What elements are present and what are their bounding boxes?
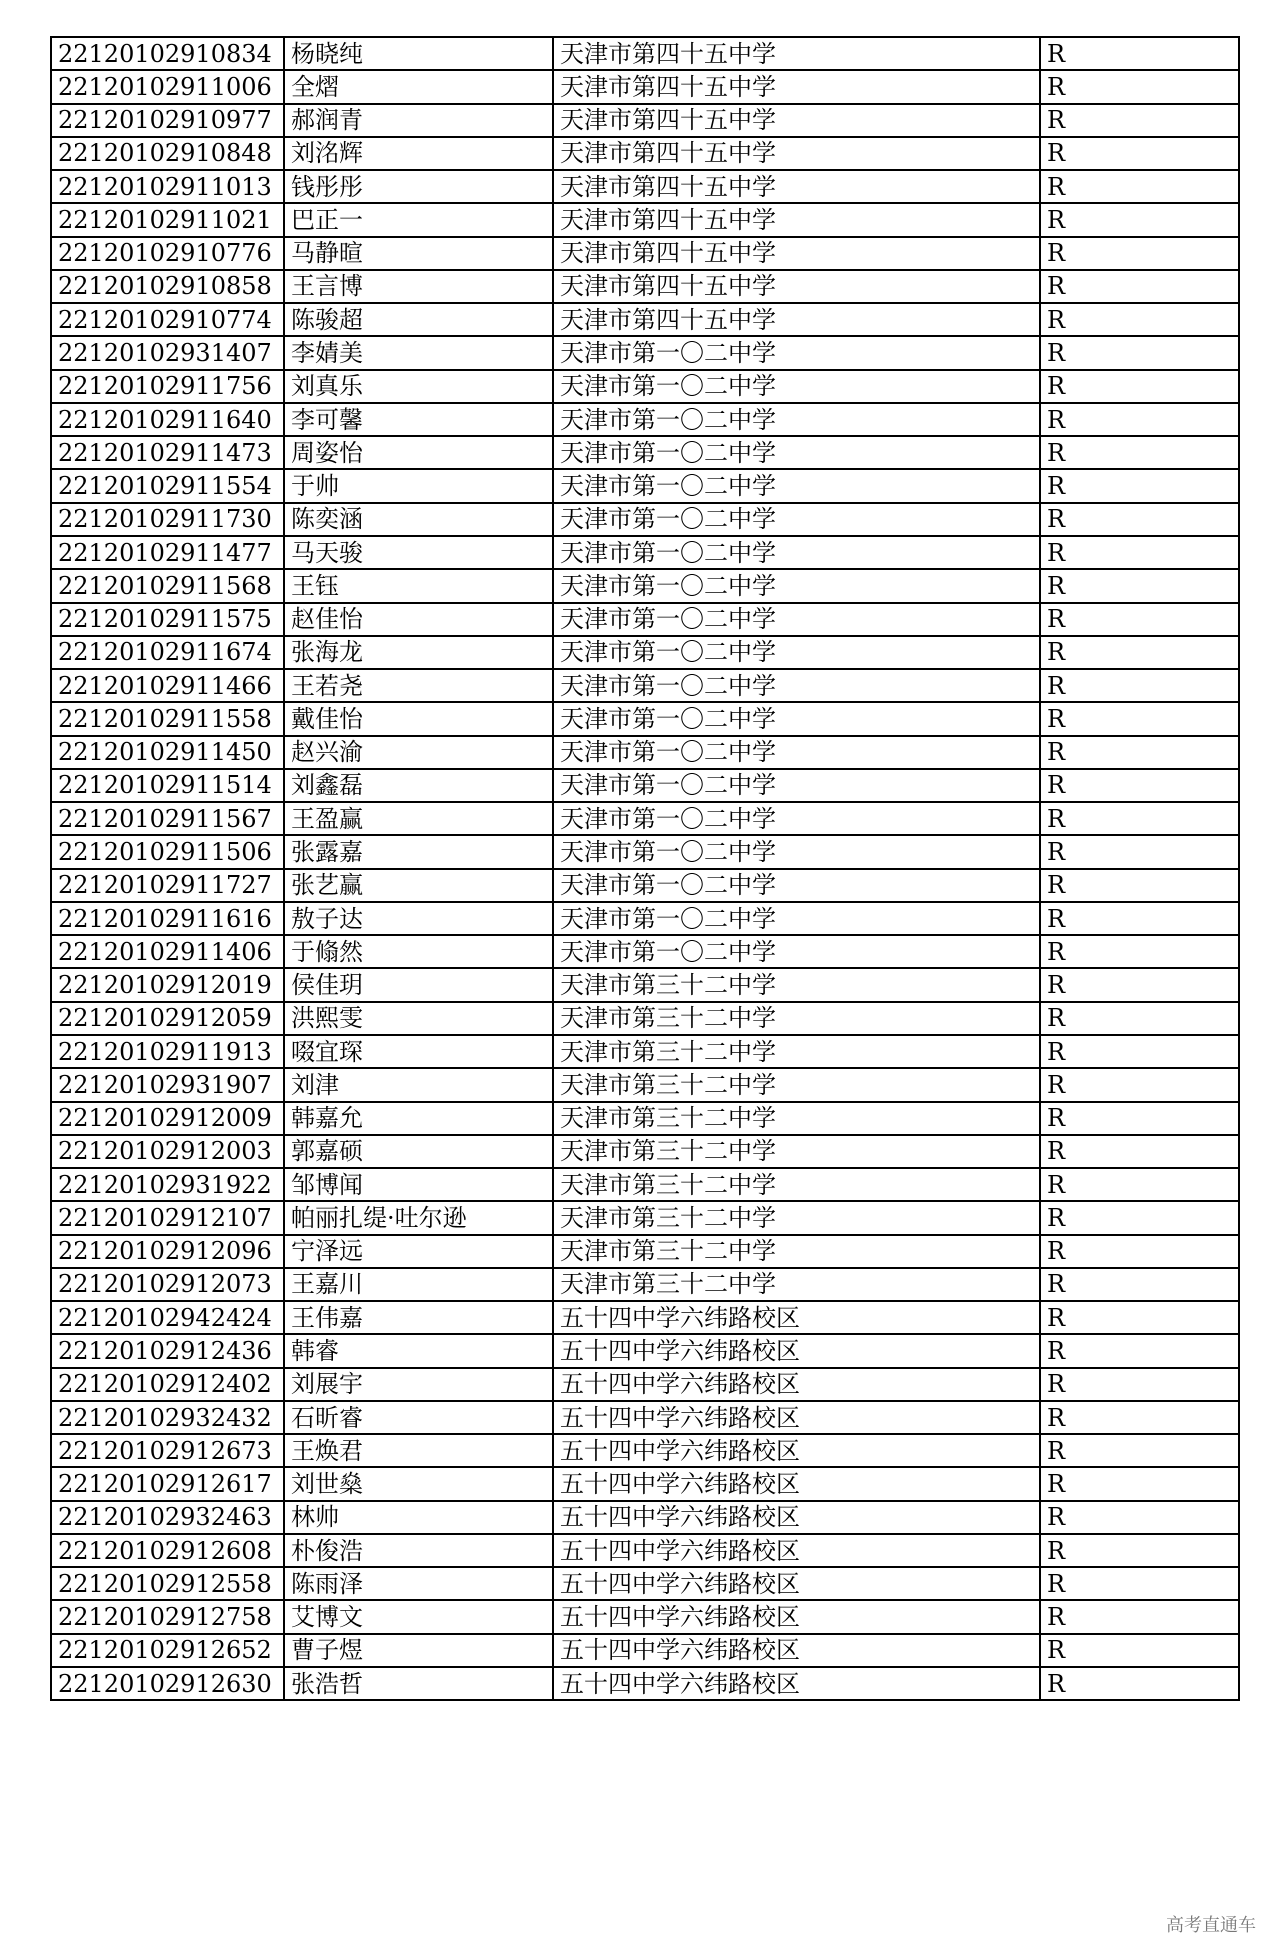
- flag-cell: R: [1040, 436, 1239, 469]
- student-name-cell: 啜宜琛: [284, 1035, 553, 1068]
- flag-cell: R: [1040, 536, 1239, 569]
- flag-cell: R: [1040, 1235, 1239, 1268]
- flag-cell: R: [1040, 303, 1239, 336]
- student-name-cell: 王盈赢: [284, 802, 553, 835]
- school-cell: 天津市第三十二中学: [553, 1268, 1040, 1301]
- school-cell: 天津市第四十五中学: [553, 203, 1040, 236]
- school-cell: 五十四中学六纬路校区: [553, 1534, 1040, 1567]
- school-cell: 天津市第四十五中学: [553, 137, 1040, 170]
- student-name-cell: 周姿怡: [284, 436, 553, 469]
- flag-cell: R: [1040, 1268, 1239, 1301]
- student-name-cell: 王嘉川: [284, 1268, 553, 1301]
- student-name-cell: 邹博闻: [284, 1168, 553, 1201]
- exam-id-cell: 22120102912673: [51, 1434, 284, 1467]
- school-cell: 天津市第三十二中学: [553, 1002, 1040, 1035]
- flag-cell: R: [1040, 736, 1239, 769]
- exam-id-cell: 22120102911913: [51, 1035, 284, 1068]
- table-row: [51, 1135, 1239, 1168]
- exam-id-cell: 22120102912019: [51, 968, 284, 1001]
- school-cell: 天津市第三十二中学: [553, 1201, 1040, 1234]
- table-row: [51, 1600, 1239, 1633]
- flag-cell: R: [1040, 1301, 1239, 1334]
- table-row: [51, 203, 1239, 236]
- school-cell: 五十四中学六纬路校区: [553, 1667, 1040, 1700]
- table-row: [51, 869, 1239, 902]
- school-cell: 天津市第一〇二中学: [553, 636, 1040, 669]
- school-cell: 五十四中学六纬路校区: [553, 1501, 1040, 1534]
- flag-cell: R: [1040, 336, 1239, 369]
- school-cell: 天津市第四十五中学: [553, 170, 1040, 203]
- student-name-cell: 马静暄: [284, 237, 553, 270]
- student-name-cell: 李可馨: [284, 403, 553, 436]
- exam-id-cell: 22120102911730: [51, 503, 284, 536]
- student-name-cell: 于翛然: [284, 935, 553, 968]
- exam-id-cell: 22120102912009: [51, 1102, 284, 1135]
- flag-cell: R: [1040, 1401, 1239, 1434]
- exam-id-cell: 22120102911554: [51, 469, 284, 502]
- flag-cell: R: [1040, 1168, 1239, 1201]
- student-name-cell: 王言博: [284, 270, 553, 303]
- student-name-cell: 王伟嘉: [284, 1301, 553, 1334]
- school-cell: 五十四中学六纬路校区: [553, 1401, 1040, 1434]
- student-name-cell: 赵兴渝: [284, 736, 553, 769]
- flag-cell: R: [1040, 968, 1239, 1001]
- school-cell: 天津市第三十二中学: [553, 1068, 1040, 1101]
- school-cell: 天津市第三十二中学: [553, 1135, 1040, 1168]
- flag-cell: R: [1040, 1634, 1239, 1667]
- flag-cell: R: [1040, 104, 1239, 137]
- flag-cell: R: [1040, 1135, 1239, 1168]
- table-row: [51, 935, 1239, 968]
- student-name-cell: 张海龙: [284, 636, 553, 669]
- school-cell: 天津市第四十五中学: [553, 237, 1040, 270]
- table-row: [51, 1102, 1239, 1135]
- table-row: [51, 104, 1239, 137]
- table-row: [51, 636, 1239, 669]
- student-name-cell: 杨晓纯: [284, 37, 553, 70]
- flag-cell: R: [1040, 802, 1239, 835]
- student-name-cell: 李婧美: [284, 336, 553, 369]
- student-name-cell: 朴俊浩: [284, 1534, 553, 1567]
- exam-id-cell: 22120102931407: [51, 336, 284, 369]
- table-row: [51, 536, 1239, 569]
- exam-id-cell: 22120102911013: [51, 170, 284, 203]
- exam-id-cell: 22120102911514: [51, 769, 284, 802]
- roster-body: [51, 37, 1239, 1700]
- exam-id-cell: 22120102912003: [51, 1135, 284, 1168]
- exam-id-cell: 22120102931922: [51, 1168, 284, 1201]
- flag-cell: R: [1040, 669, 1239, 702]
- exam-id-cell: 22120102910776: [51, 237, 284, 270]
- table-row: [51, 70, 1239, 103]
- student-name-cell: 韩嘉允: [284, 1102, 553, 1135]
- exam-id-cell: 22120102911477: [51, 536, 284, 569]
- table-row: [51, 1467, 1239, 1500]
- table-row: [51, 1168, 1239, 1201]
- flag-cell: R: [1040, 37, 1239, 70]
- school-cell: 天津市第一〇二中学: [553, 370, 1040, 403]
- flag-cell: R: [1040, 1467, 1239, 1500]
- exam-id-cell: 22120102911506: [51, 835, 284, 868]
- table-row: [51, 303, 1239, 336]
- flag-cell: R: [1040, 1667, 1239, 1700]
- school-cell: 五十四中学六纬路校区: [553, 1467, 1040, 1500]
- student-name-cell: 刘真乐: [284, 370, 553, 403]
- school-cell: 天津市第三十二中学: [553, 968, 1040, 1001]
- exam-id-cell: 22120102911727: [51, 869, 284, 902]
- table-row: [51, 1567, 1239, 1600]
- flag-cell: R: [1040, 1102, 1239, 1135]
- student-name-cell: 刘世燊: [284, 1467, 553, 1500]
- flag-cell: R: [1040, 902, 1239, 935]
- school-cell: 天津市第四十五中学: [553, 303, 1040, 336]
- student-name-cell: 王钰: [284, 569, 553, 602]
- exam-id-cell: 22120102911756: [51, 370, 284, 403]
- watermark-text: 高考直通车: [1166, 1915, 1256, 1936]
- table-row: [51, 469, 1239, 502]
- table-row: [51, 603, 1239, 636]
- exam-id-cell: 22120102912096: [51, 1235, 284, 1268]
- student-name-cell: 赵佳怡: [284, 603, 553, 636]
- flag-cell: R: [1040, 1434, 1239, 1467]
- school-cell: 五十四中学六纬路校区: [553, 1600, 1040, 1633]
- school-cell: 天津市第三十二中学: [553, 1035, 1040, 1068]
- exam-id-cell: 22120102932432: [51, 1401, 284, 1434]
- flag-cell: R: [1040, 1201, 1239, 1234]
- student-name-cell: 帕丽扎缇·吐尔逊: [284, 1201, 553, 1234]
- flag-cell: R: [1040, 469, 1239, 502]
- exam-id-cell: 22120102912558: [51, 1567, 284, 1600]
- flag-cell: R: [1040, 935, 1239, 968]
- flag-cell: R: [1040, 70, 1239, 103]
- exam-id-cell: 22120102911466: [51, 669, 284, 702]
- flag-cell: R: [1040, 569, 1239, 602]
- table-row: [51, 569, 1239, 602]
- school-cell: 天津市第三十二中学: [553, 1168, 1040, 1201]
- school-cell: 天津市第一〇二中学: [553, 835, 1040, 868]
- school-cell: 天津市第一〇二中学: [553, 603, 1040, 636]
- flag-cell: R: [1040, 203, 1239, 236]
- student-name-cell: 艾博文: [284, 1600, 553, 1633]
- table-row: [51, 835, 1239, 868]
- flag-cell: R: [1040, 503, 1239, 536]
- school-cell: 天津市第一〇二中学: [553, 403, 1040, 436]
- exam-id-cell: 22120102911021: [51, 203, 284, 236]
- exam-id-cell: 22120102911406: [51, 935, 284, 968]
- student-name-cell: 郭嘉硕: [284, 1135, 553, 1168]
- table-row: [51, 1334, 1239, 1367]
- school-cell: 五十四中学六纬路校区: [553, 1368, 1040, 1401]
- flag-cell: R: [1040, 170, 1239, 203]
- student-name-cell: 陈奕涵: [284, 503, 553, 536]
- student-name-cell: 张浩哲: [284, 1667, 553, 1700]
- school-cell: 天津市第四十五中学: [553, 70, 1040, 103]
- table-row: [51, 1401, 1239, 1434]
- flag-cell: R: [1040, 869, 1239, 902]
- student-name-cell: 侯佳玥: [284, 968, 553, 1001]
- school-cell: 天津市第四十五中学: [553, 37, 1040, 70]
- flag-cell: R: [1040, 769, 1239, 802]
- exam-id-cell: 22120102932463: [51, 1501, 284, 1534]
- table-row: [51, 1235, 1239, 1268]
- exam-id-cell: 22120102911674: [51, 636, 284, 669]
- flag-cell: R: [1040, 1600, 1239, 1633]
- student-name-cell: 韩睿: [284, 1334, 553, 1367]
- school-cell: 五十四中学六纬路校区: [553, 1634, 1040, 1667]
- table-row: [51, 702, 1239, 735]
- exam-id-cell: 22120102911006: [51, 70, 284, 103]
- flag-cell: R: [1040, 1501, 1239, 1534]
- table-row: [51, 968, 1239, 1001]
- student-name-cell: 宁泽远: [284, 1235, 553, 1268]
- school-cell: 天津市第一〇二中学: [553, 436, 1040, 469]
- table-row: [51, 370, 1239, 403]
- exam-id-cell: 22120102912107: [51, 1201, 284, 1234]
- student-name-cell: 马天骏: [284, 536, 553, 569]
- student-name-cell: 全熠: [284, 70, 553, 103]
- table-row: [51, 802, 1239, 835]
- table-row: [51, 170, 1239, 203]
- flag-cell: R: [1040, 370, 1239, 403]
- flag-cell: R: [1040, 1035, 1239, 1068]
- table-row: [51, 902, 1239, 935]
- school-cell: 五十四中学六纬路校区: [553, 1567, 1040, 1600]
- exam-id-cell: 22120102912758: [51, 1600, 284, 1633]
- student-name-cell: 戴佳怡: [284, 702, 553, 735]
- table-row: [51, 37, 1239, 70]
- exam-id-cell: 22120102911450: [51, 736, 284, 769]
- school-cell: 天津市第一〇二中学: [553, 569, 1040, 602]
- flag-cell: R: [1040, 137, 1239, 170]
- table-row: [51, 1667, 1239, 1700]
- table-row: [51, 769, 1239, 802]
- school-cell: 天津市第一〇二中学: [553, 902, 1040, 935]
- school-cell: 天津市第四十五中学: [553, 104, 1040, 137]
- exam-id-cell: 22120102912436: [51, 1334, 284, 1367]
- student-name-cell: 刘洺辉: [284, 137, 553, 170]
- flag-cell: R: [1040, 835, 1239, 868]
- table-row: [51, 1201, 1239, 1234]
- school-cell: 天津市第一〇二中学: [553, 702, 1040, 735]
- school-cell: 天津市第三十二中学: [553, 1102, 1040, 1135]
- exam-id-cell: 22120102911575: [51, 603, 284, 636]
- table-row: [51, 503, 1239, 536]
- school-cell: 天津市第一〇二中学: [553, 503, 1040, 536]
- flag-cell: R: [1040, 270, 1239, 303]
- table-row: [51, 1634, 1239, 1667]
- student-name-cell: 王焕君: [284, 1434, 553, 1467]
- school-cell: 天津市第一〇二中学: [553, 736, 1040, 769]
- table-row: [51, 1002, 1239, 1035]
- student-name-cell: 刘鑫磊: [284, 769, 553, 802]
- student-name-cell: 钱彤彤: [284, 170, 553, 203]
- exam-id-cell: 22120102912402: [51, 1368, 284, 1401]
- flag-cell: R: [1040, 1534, 1239, 1567]
- school-cell: 天津市第一〇二中学: [553, 336, 1040, 369]
- table-row: [51, 1434, 1239, 1467]
- table-row: [51, 1268, 1239, 1301]
- table-row: [51, 1368, 1239, 1401]
- student-name-cell: 张艺赢: [284, 869, 553, 902]
- exam-id-cell: 22120102911568: [51, 569, 284, 602]
- exam-id-cell: 22120102910977: [51, 104, 284, 137]
- school-cell: 天津市第一〇二中学: [553, 469, 1040, 502]
- table-row: [51, 1035, 1239, 1068]
- table-row: [51, 336, 1239, 369]
- table-row: [51, 237, 1239, 270]
- flag-cell: R: [1040, 636, 1239, 669]
- exam-id-cell: 22120102912630: [51, 1667, 284, 1700]
- exam-id-cell: 22120102910774: [51, 303, 284, 336]
- student-name-cell: 刘津: [284, 1068, 553, 1101]
- school-cell: 天津市第一〇二中学: [553, 669, 1040, 702]
- flag-cell: R: [1040, 603, 1239, 636]
- exam-id-cell: 22120102912617: [51, 1467, 284, 1500]
- table-row: [51, 270, 1239, 303]
- table-row: [51, 1534, 1239, 1567]
- school-cell: 天津市第四十五中学: [553, 270, 1040, 303]
- flag-cell: R: [1040, 1368, 1239, 1401]
- student-name-cell: 洪熙雯: [284, 1002, 553, 1035]
- exam-id-cell: 22120102910848: [51, 137, 284, 170]
- table-row: [51, 436, 1239, 469]
- exam-id-cell: 22120102910858: [51, 270, 284, 303]
- table-row: [51, 137, 1239, 170]
- school-cell: 天津市第一〇二中学: [553, 802, 1040, 835]
- student-name-cell: 敖子达: [284, 902, 553, 935]
- school-cell: 五十四中学六纬路校区: [553, 1334, 1040, 1367]
- roster-table: [50, 36, 1240, 1701]
- school-cell: 五十四中学六纬路校区: [553, 1301, 1040, 1334]
- flag-cell: R: [1040, 1334, 1239, 1367]
- exam-id-cell: 22120102942424: [51, 1301, 284, 1334]
- table-row: [51, 1301, 1239, 1334]
- table-row: [51, 736, 1239, 769]
- flag-cell: R: [1040, 1002, 1239, 1035]
- flag-cell: R: [1040, 403, 1239, 436]
- student-name-cell: 林帅: [284, 1501, 553, 1534]
- exam-id-cell: 22120102912652: [51, 1634, 284, 1667]
- flag-cell: R: [1040, 1068, 1239, 1101]
- student-name-cell: 于帅: [284, 469, 553, 502]
- exam-id-cell: 22120102911616: [51, 902, 284, 935]
- student-name-cell: 郝润青: [284, 104, 553, 137]
- student-name-cell: 张露嘉: [284, 835, 553, 868]
- student-name-cell: 陈雨泽: [284, 1567, 553, 1600]
- school-cell: 天津市第三十二中学: [553, 1235, 1040, 1268]
- student-name-cell: 王若尧: [284, 669, 553, 702]
- flag-cell: R: [1040, 1567, 1239, 1600]
- table-row: [51, 403, 1239, 436]
- exam-id-cell: 22120102911473: [51, 436, 284, 469]
- school-cell: 天津市第一〇二中学: [553, 935, 1040, 968]
- table-row: [51, 1501, 1239, 1534]
- exam-id-cell: 22120102911567: [51, 802, 284, 835]
- school-cell: 天津市第一〇二中学: [553, 536, 1040, 569]
- student-name-cell: 巴正一: [284, 203, 553, 236]
- exam-id-cell: 22120102912059: [51, 1002, 284, 1035]
- student-name-cell: 曹子煜: [284, 1634, 553, 1667]
- exam-id-cell: 22120102911558: [51, 702, 284, 735]
- school-cell: 天津市第一〇二中学: [553, 769, 1040, 802]
- exam-id-cell: 22120102910834: [51, 37, 284, 70]
- table-row: [51, 669, 1239, 702]
- exam-id-cell: 22120102931907: [51, 1068, 284, 1101]
- table-row: [51, 1068, 1239, 1101]
- flag-cell: R: [1040, 237, 1239, 270]
- exam-id-cell: 22120102912608: [51, 1534, 284, 1567]
- student-name-cell: 陈骏超: [284, 303, 553, 336]
- exam-id-cell: 22120102911640: [51, 403, 284, 436]
- exam-id-cell: 22120102912073: [51, 1268, 284, 1301]
- flag-cell: R: [1040, 702, 1239, 735]
- school-cell: 天津市第一〇二中学: [553, 869, 1040, 902]
- student-name-cell: 刘展宇: [284, 1368, 553, 1401]
- student-name-cell: 石昕睿: [284, 1401, 553, 1434]
- school-cell: 五十四中学六纬路校区: [553, 1434, 1040, 1467]
